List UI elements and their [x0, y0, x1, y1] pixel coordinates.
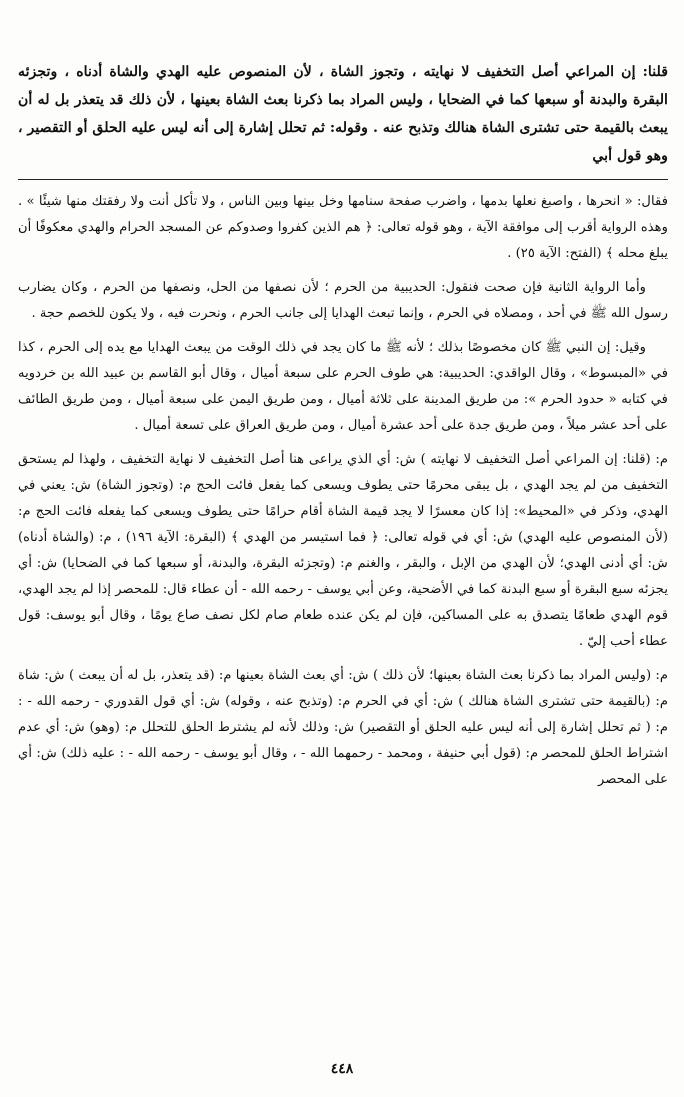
- page-number: ٤٤٨: [330, 1061, 354, 1077]
- commentary-paragraph-4: م: (قلنا: إن المراعي أصل التخفيف لا نهايته ) ش: أي الذي يراعى هنا أصل التخفيف لا نهاية التخفيف ، ولهذا لم يستحق التخفيف من لم يجد الهدي ، بل يبقى محرمًا حتى يطوف ويسعى كما يفعل فائت الحج م: (وتجوز الشاة) ش: يعني في الهدي، وذكر في «المحيط»: إذا كان معسرًا لا يجد قيمة الشاة أقام حرامًا حتى يطوف ويسعى كما يفعله فائت الحج م: (لأن المنصوص عليه الهدي) ش: أي في قوله تعالى: ﴿ فما استيسر من الهدي ﴾ (البقرة: الآية ١٩٦) ، م: (والشاة أدناه) ش: أي أدنى الهدي؛ لأن الهدي من الإبل ، والبقر ، والغنم م: (وتجزئه البقرة، والبدنة، أو سبعها كما في الضحايا) ش: أي يجزئه سبع البقرة أو سبع البدنة كما في الأضحية، وعن أبي يوسف - رحمه الله - أن عطاء قال: للمحصر إذا لم يجد الهدي، قوم الهدي طعامًا يتصدق به على المساكين، فإن لم يكن عنده طعام صام لكل نصف صاع يومًا ، وقال أبو يوسف: قول عطاء أحب إليّ .: [18, 452, 668, 649]
- main-text-block: قلنا: إن المراعي أصل التخفيف لا نهايته ، وتجوز الشاة ، لأن المنصوص عليه الهدي والشاة أدناه ، وتجزئه البقرة والبدنة أو سبعها كما في الضحايا ، وليس المراد بما ذكرنا بعث الشاة بعينها ، لأن ذلك قد يتعذر بل له أن يبعث بالقيمة حتى تشترى الشاة هنالك وتذبح عنه . وقوله: ثم تحلل إشارة إلى أنه ليس عليه الحلق أو التقصير ، وهو قول أبي: [18, 64, 668, 164]
- page-body: [18, 58, 668, 1097]
- separator-rule: [18, 179, 668, 180]
- commentary-paragraph-5: م: (وليس المراد بما ذكرنا بعث الشاة بعينها؛ لأن ذلك ) ش: أي بعث الشاة بعينها م: (قد يتعذر، بل له أن يبعث ) ش: شاة م: (بالقيمة حتى تشترى الشاة هنالك ) ش: أي في الحرم م: (وتذبح عنه ، وقوله) ش: أي قول القدوري - رحمه الله - : م: ( ثم تحلل إشارة إلى أنه ليس عليه الحلق أو التقصير) ش: وذلك لأنه لم يشترط الحلق للتحلل م: (وهو) ش: أي عدم اشتراط الحلق للمحصر م: (قول أبي حنيفة ، ومحمد - رحمهما الله - ، وقال أبو يوسف - رحمه الله - : عليه ذلك) ش: أي على المحصر: [18, 668, 668, 787]
- commentary-paragraph-2: وأما الرواية الثانية فإن صحت فنقول: الحديبية من الحرم ؛ لأن نصفها من الحل، ونصفها من الحرم ، وكان يضارب رسول الله ﷺ في أحد ، ومصلاه في الحرم ، وإنما تبعث الهدايا إلى جانب الحرم ، ونحرت فيه ، ولا يكون للخصم حجة .: [18, 280, 668, 321]
- commentary-paragraph-3: وقيل: إن النبي ﷺ كان مخصوصًا بذلك ؛ لأنه ﷺ ما كان يجد في ذلك الوقت من يبعث الهدايا مع يده إلى الحرم ، كذا في «المبسوط» ، وقال الواقدي: الحديبية: هي طوف الحرم على سبعة أميال ، وقال أبو القاسم بن عبيد الله بن خردويه في كتابه « حدود الحرم »: من طريق المدينة على ثلاثة أميال ، ومن طريق اليمن على سبعة أميال ، ومن طريق الطائف على أحد عشر ميلاً ، ومن طريق جدة على أحد عشرة أميال ، ومن طريق العراق على تسعة أميال .: [18, 340, 668, 433]
- commentary-paragraph-1: فقال: « انحرها ، واصبغ نعلها بدمها ، واضرب صفحة سنامها وخل بينها وبين الناس ، ولا تأكل أنت ولا رفقتك منها شيئًا » . وهذه الرواية أقرب إلى موافقة الآية ، وهو قوله تعالى: ﴿ هم الذين كفروا وصدوكم عن المسجد الحرام والهدي معكوفًا أن يبلغ محله ﴾ (الفتح: الآية ٢٥) .: [18, 194, 668, 261]
